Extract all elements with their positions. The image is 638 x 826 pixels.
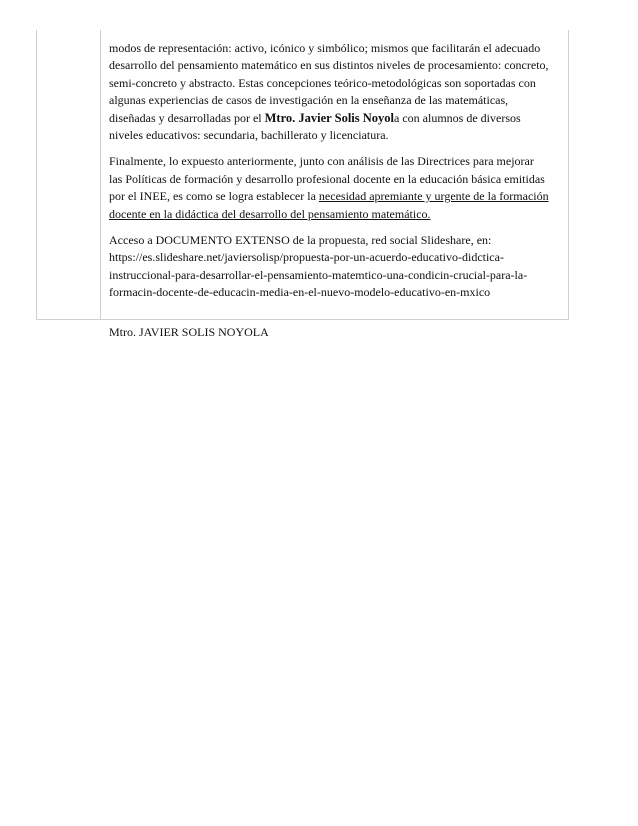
text-line: Acceso a DOCUMENTO EXTENSO de la propuesta, red social Slideshare, en:	[109, 233, 492, 248]
slideshare-link-line[interactable]: formacin-docente-de-educacin-media-en-el-nuevo-modelo-educativo-en-mxico	[109, 285, 491, 300]
slideshare-link-line[interactable]: https://es.slideshare.net/javiersolisp/propuesta-por-un-acuerdo-educativo-didctica-	[109, 250, 504, 265]
text-line	[109, 110, 569, 127]
text-line: las Políticas de formación y desarrollo profesional docente en la educación básica emitidas	[109, 171, 545, 186]
text-line: modos de representación: activo, icónico y simbólico; mismos que facilitarán el adecuado	[109, 41, 541, 55]
text-line: Finalmente, lo expuesto anteriormente, junto con análisis de las Directrices para mejorar	[109, 154, 534, 169]
text-line: desarrollo del pensamiento matemático en sus distintos niveles de procesamiento: concreto,	[109, 58, 549, 73]
text-line: algunas experiencias de casos de investigación en la enseñanza de las matemáticas,	[109, 93, 509, 108]
text-line	[109, 188, 569, 205]
text-line: niveles educativos: secundaria, bachillerato y licenciatura.	[109, 128, 389, 143]
content-cell	[109, 40, 569, 341]
document-table	[36, 30, 569, 339]
paragraph-document-access	[109, 232, 569, 302]
author-signature: Mtro. JAVIER SOLIS NOYOLA	[109, 324, 269, 339]
underlined-emphasis: docente en la didáctica del desarrollo del pensamiento matemático.	[109, 206, 431, 221]
text-segment: a con alumnos de diversos	[394, 110, 521, 125]
underlined-emphasis: necesidad apremiante y urgente de la formación	[318, 189, 549, 204]
paragraph-conclusion	[109, 153, 569, 223]
text-segment: diseñadas y desarrolladas por el	[109, 110, 265, 125]
paragraph-representation-modes	[109, 40, 569, 144]
slideshare-link-line[interactable]: instruccional-para-desarrollar-el-pensamiento-matemtico-una-condicin-crucial-para-la-	[109, 267, 528, 282]
table-left-column	[37, 30, 101, 319]
text-segment: por el INEE, es como se logra establecer la	[109, 189, 319, 204]
text-line: semi-concreto y abstracto. Estas concepciones teórico-metodológicas son soportadas con	[109, 75, 536, 90]
author-name-bold: Mtro. Javier Solis Noyol	[264, 110, 395, 125]
